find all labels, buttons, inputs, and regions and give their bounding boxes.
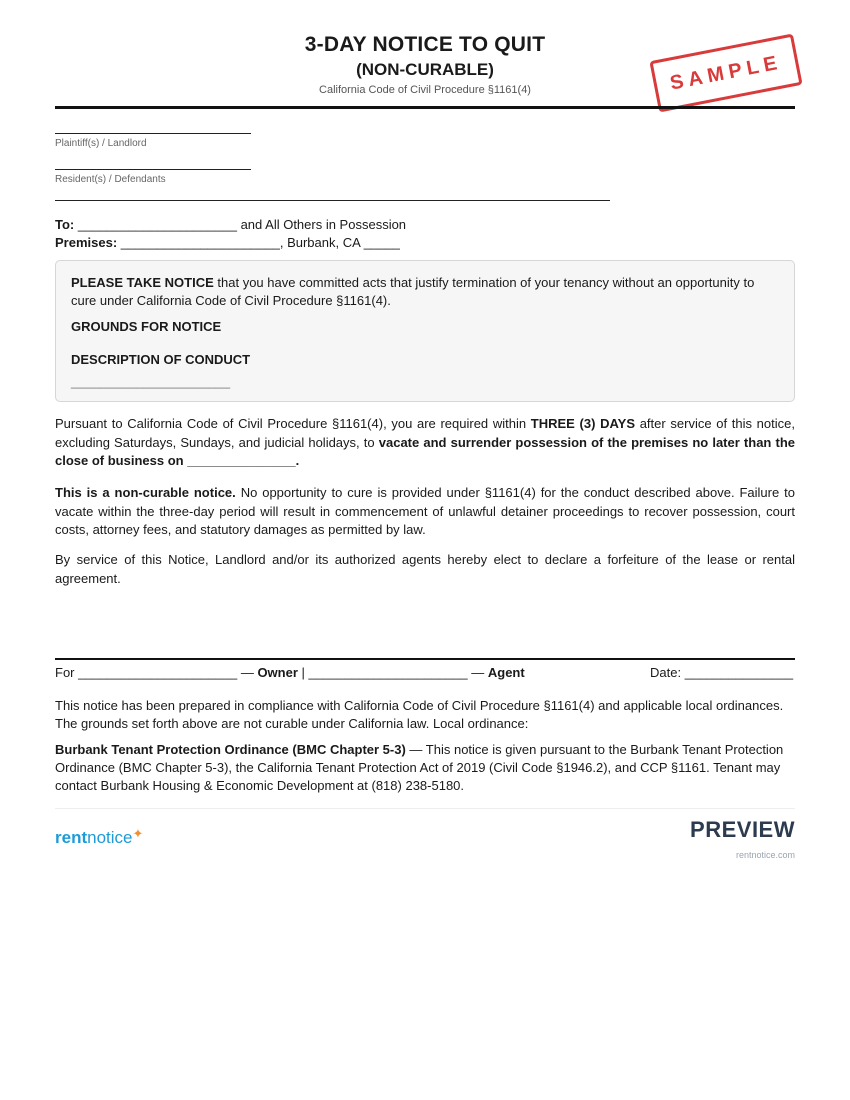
noncurable-bold: This is a non-curable notice. — [55, 485, 236, 500]
footer-divider — [55, 808, 795, 809]
to-suffix: and All Others in Possession — [240, 217, 407, 232]
vacate-days: THREE (3) DAYS — [530, 416, 635, 431]
logo-rent-text: rent — [55, 828, 88, 847]
noncurable-paragraph — [55, 484, 795, 540]
parties-divider — [55, 200, 610, 201]
to-line — [55, 217, 406, 232]
owner-sep: — — [240, 665, 254, 680]
for-label: For — [55, 665, 75, 680]
vacate-paragraph — [55, 415, 795, 471]
owner-label: Owner — [257, 665, 298, 680]
premises-label: Premises: — [55, 235, 118, 250]
document-title: 3-DAY NOTICE TO QUIT — [304, 33, 546, 56]
plaintiff-line — [55, 133, 251, 134]
forfeiture-paragraph: By service of this Notice, Landlord and/or its authorized agents hereby elect to declare a forfeiture of the lease or rental agreement. — [55, 552, 795, 586]
vacate-deadline: vacate and surrender possession of the premises no later than the close of business on _______________. — [55, 434, 795, 468]
document-subtitle: (NON-CURABLE) — [356, 60, 494, 79]
agent-sep: — — [471, 665, 485, 680]
conduct-blank: ______________________ — [71, 374, 231, 389]
owner-blank: ______________________ — [78, 665, 238, 680]
notice-lead-bold: PLEASE TAKE NOTICE — [71, 275, 214, 290]
header-divider — [55, 106, 795, 109]
notice-box — [55, 260, 795, 402]
agent-label: Agent — [487, 665, 525, 680]
compliance-paragraph: This notice has been prepared in compliance with California Code of Civil Procedure §1161(4) and applicable local ordinances. The grounds set forth above are not curable under California law. Local ordinance: — [55, 698, 784, 731]
noncurable-text: No opportunity to cure is provided under §1161(4) for the conduct described above. Failure to vacate within the three-day period will result in commencement of unlawful detainer proceedings to recover possession, court costs, attorney fees, and statutory damages as permitted by law. — [55, 485, 795, 537]
code-reference: California Code of Civil Procedure §1161(4) — [319, 84, 531, 96]
notice-lead-text: that you have committed acts that justify termination of your tenancy without an opportunity to cure under California Code of Civil Procedure §1161(4). — [71, 275, 755, 308]
resident-line — [55, 169, 251, 170]
resident-label: Resident(s) / Defendants — [55, 174, 166, 185]
site-url: rentnotice.com — [735, 850, 795, 860]
ordinance-paragraph — [55, 741, 795, 795]
premises-line — [55, 235, 400, 250]
plaintiff-label: Plaintiff(s) / Landlord — [55, 138, 147, 149]
date-blank: _______________ — [684, 665, 794, 680]
agent-blank: ______________________ — [308, 665, 468, 680]
preview-label: PREVIEW — [690, 817, 795, 842]
to-blank: ______________________ — [77, 217, 237, 232]
to-label: To: — [55, 217, 75, 232]
rentnotice-logo — [55, 828, 143, 848]
premises-zip-blank: _____ — [363, 235, 400, 250]
grounds-heading: GROUNDS FOR NOTICE — [71, 319, 222, 334]
sparkle-icon: ✦ — [132, 826, 144, 841]
logo-notice-text: notice — [87, 828, 133, 847]
vacate-text-a: Pursuant to California Code of Civil Procedure §1161(4), you are required within — [55, 416, 527, 431]
conduct-heading: DESCRIPTION OF CONDUCT — [71, 352, 251, 367]
date-field — [650, 665, 793, 680]
ordinance-bold: Burbank Tenant Protection Ordinance (BMC Chapter 5-3) — [55, 742, 406, 757]
signature-row — [55, 665, 795, 680]
date-label: Date: — [650, 665, 682, 680]
ordinance-text: — This notice is given pursuant to the Burbank Tenant Protection Ordinance (BMC Chapter 5-3), the California Tenant Protection Act of 2019 (Civil Code §1946.2), and CCP §1161. Tenant may contact Burbank Housing & Economic Development at (818) 238-5180. — [55, 742, 784, 793]
signature-divider — [55, 658, 795, 660]
premises-city: , Burbank, CA — [279, 235, 361, 250]
role-pipe: | — [301, 665, 305, 680]
vacate-text-c: after service of this notice, excluding Saturdays, Sundays, and judicial holidays, to — [55, 416, 795, 450]
notice-lead — [71, 274, 776, 310]
premises-blank: ______________________ — [120, 235, 280, 250]
sample-stamp: SAMPLE — [649, 34, 802, 113]
